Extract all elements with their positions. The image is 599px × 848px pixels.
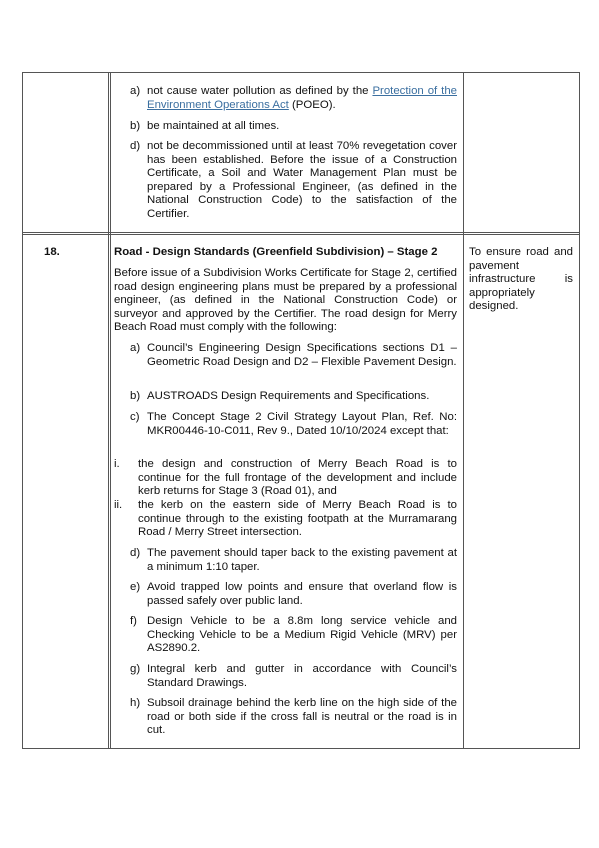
table-top-border (22, 72, 580, 73)
column-divider-1 (108, 72, 109, 749)
condition-intro: Before issue of a Subdivision Works Certificate for Stage 2, certified road design engineering plans must be prepared by a professional engineer, (as defined in the National Construction Code) or surveyor and approved by the Certifier. The road design for Merry Beach Road must comply with the following: (114, 267, 457, 333)
condition-reason: To ensure road and pavement infrastructure is appropriately designed. (469, 246, 573, 312)
row-divider (22, 232, 580, 233)
condition-number: 18. (44, 246, 60, 258)
row-divider-double (22, 234, 580, 235)
table-right-border (579, 72, 580, 749)
table-bottom-border (22, 748, 580, 749)
table-left-border (22, 72, 23, 749)
poeo-act-link[interactable]: Protection of the Environment Operations Act (147, 85, 457, 111)
condition-title: Road - Design Standards (Greenfield Subdivision) – Stage 2 (114, 246, 438, 258)
column-divider-1-double (110, 72, 111, 749)
conditions-table: a) not cause water pollution as defined by the Protection of the Environment Operations Act (POEO). b) be maintained at all times. d) not be decommissioned until at least 70% revegetation cover has been established. Before the issue of a Construction Certificate, a Soil and Water Management Plan must be prepared by a Professional Engineer, (as defined in the National Construction Code) to the satisfaction of the Certifier. 18. Road - Design Standards (Greenfield Subdivision) – Stage 2 Before issue of a Subdivision Works Certificate for Stage 2, certified road design engineering plans must be prepared by a professional engineer, (as defined in the National Construction Code) or surveyor and approved by the Certifier. The road design for Merry Beach Road must comply with the following: a) Council’s Engineering Design Specifications sections D1 – Geometric Road Design and D2 – Flexible Pavement Design. b) AUSTROADS Design Requirements and Specifications. c) The Concept Stage 2 Civil Strategy Layout Plan, Ref. No: MKR00446-10-C011, Rev 9., Dated 10/10/2024 except that: i. the design and construction of Merry Beach Road is to continue for the full frontage of the development and include kerb returns for Stage 3 (Road 01), and ii. the kerb on the eastern side of Merry Beach Road is to continue through to the existing footpath at the Murramarang Road / Merry Street intersection. d) The pavement should taper back to the existing pavement at a minimum 1:10 taper. e) Avoid trapped low points and ensure that overland flow is passed safely over public land. f) Design Vehicle to be a 8.8m long service vehicle and Checking Vehicle to be a Medium Rigid Vehicle (MRV) per AS2890.2. g) Integral kerb and gutter in accordance with Council’s Standard Drawings. h) Subsoil drainage behind the kerb line on the high side of the road or both side if the cross fall is neutral or the road is in cut. To ensure road and pavement infrastructure is appropriately designed. (22, 72, 580, 749)
column-divider-2 (463, 72, 464, 749)
